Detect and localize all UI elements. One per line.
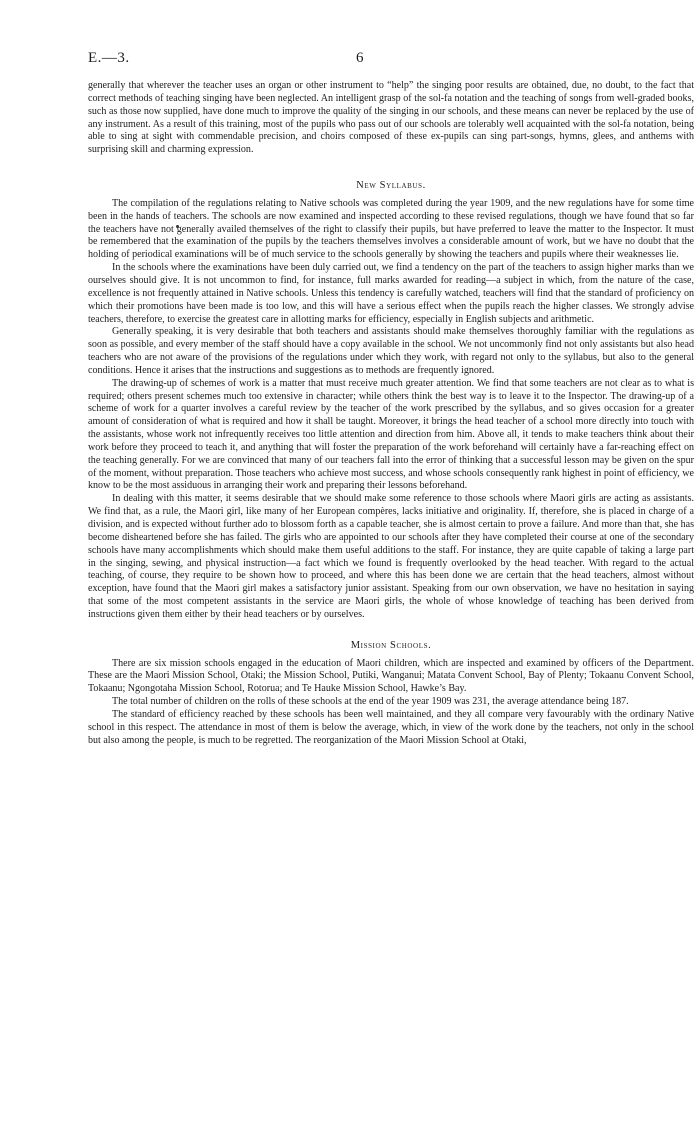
paragraph: There are six mission schools engaged in the education of Maori children, which are inspected and examined by officers of the Department. These are the Maori Mission School, Otaki; the Mission School, Putiki, Wanganui; Matata Convent School, Bay of Plenty; Tokaanu Convent School, Tokaanu; Ngongotaha Mission School, Rotorua; and Te Hauke Mission School, Hawke’s Bay.: [88, 657, 694, 695]
paragraph: The compilation of the regulations relating to Native schools was completed during the year 1909, and the new regulations have for some time been in the hands of teachers. The schools are now examined and inspected according to these revised regulations, though we have found that so far the teachers have not generally availed themselves of the right to classify their pupils, but have preferred to leave the matter to the Inspector. It must be remembered that the examination of the pupils by the teachers themselves involves a considerable amount of work, but we have no doubt that the holding of periodical examinations will be of much service to the schools generally by showing the teachers and pupils where their weaknesses lie.: [88, 197, 694, 261]
paragraph: The drawing-up of schemes of work is a matter that must receive much greater attention. We find that some teachers are not clear as to what is required; others present schemes much too extensive in character; while others think the best way is to leave it to the Inspector. The drawing-up of a scheme of work for a quarter involves a careful review by the teacher of the work prescribed by the syllabus, and so gives occasion for a greater amount of consideration of what is required and how it shall be taught. Moreover, it brings the head teacher of a school more directly into touch with the assistants, whose work not infrequently receives too little attention and direction from him. Above all, it tends to make teachers think about their work before they proceed to teach it, and anything that will foster the preparation of the work beforehand will certainly have a far-reaching effect on the teaching generally. For we are convinced that many of our teachers fall into the error of thinking that a successful lesson may be given on the spur of the moment, without preparation. Those teachers who achieve most success, and whose schools consequently rank highest in point of efficiency, we know to be the most assiduous in arranging their work and preparing their lessons beforehand.: [88, 377, 694, 492]
paragraph: In dealing with this matter, it seems desirable that we should make some reference to those schools where Maori girls are acting as assistants. We find that, as a rule, the Maori girl, like many of her European compères, lacks initiative and originality. If, therefore, she is placed in charge of a division, and is expected without further ado to blossom forth as a capable teacher, she is almost certain to prove a failure. And more than that, she has become disheartened before she has failed. The girls who are appointed to our schools after they have completed their course at one of the secondary schools have many accomplishments which should make them useful additions to the staff. For instance, they are quite capable of taking a large part in the singing, sewing, and physical instruction—a fact which we found is frequently overlooked by the head teacher. With regard to the actual teaching, of course, they require to be shown how to proceed, and where this has been done we are certain that the head teachers, almost without exception, have found that the Maori girl makes a satisfactory junior assistant. Speaking from our own observation, we have no hesitation in saying that some of the most competent assistants in the service are Maori girls, the whole of whose knowledge of teaching has been derived from instructions given them either by their head teachers or by ourselves.: [88, 493, 694, 620]
paragraph: In the schools where the examinations have been duly carried out, we find a tendency on the part of the teachers to assign higher marks than we ourselves should give. It is not uncommon to find, for instance, full marks awarded for reading—a subject in which, from the nature of the case, excellence is not frequently attained in Native schools. Unless this tendency is carefully watched, teachers will find that the standard of proficiency on which their promotions have been made is too low, and this will have a serious effect when the pupils reach the higher classes. We strongly advise teachers, therefore, to exercise the greatest care in allotting marks for efficiency, especially in English subjects and arithmetic.: [88, 262, 694, 325]
page-body: [88, 80, 694, 748]
report-series-label: E.—3.: [88, 50, 130, 66]
page-number: 6: [356, 50, 364, 66]
paragraph: Generally speaking, it is very desirable that both teachers and assistants should make themselves thoroughly familiar with the regulations as soon as possible, and every member of the staff should have a copy available in the school. We not uncommonly find not only assistants but also head teachers who are not aware of the provisions of the regulations under which they work, with regard not only to the syllabus, but also to the general conditions. Hence it arises that the instructions and suggestions as to methods are frequently ignored.: [88, 326, 694, 376]
intro-paragraph: generally that wherever the teacher uses an organ or other instrument to “help” the singing poor results are obtained, due, no doubt, to the fact that correct methods of teaching singing have been neglected. An intelligent grasp of the sol-fa notation and the teaching of songs from well-graded books, such as those now supplied, have done much to improve the quality of the singing in our schools, and these means can never be replaced by the use of any instrument. As a result of this training, most of the pupils who pass out of our schools are tolerably well acquainted with the sol-fa notation, being able to sing at sight with commendable precision, and choirs composed of these ex-pupils can sing part-songs, hymns, glees, and anthems with surprising skill and charming expression.: [88, 80, 694, 156]
paragraph: The standard of efficiency reached by these schools has been well maintained, and they all compare very favourably with the ordinary Native school in this respect. The attendance in most of them is below the average, which, in view of the work done by the teachers, not only in the school but also among the people, is much to be regretted. The reorganization of the Maori Mission School at Otaki,: [88, 708, 694, 746]
section-heading-new-syllabus: New Syllabus.: [356, 180, 426, 192]
section-heading-mission-schools: Mission Schools.: [350, 639, 432, 651]
paragraph: The total number of children on the rolls of these schools at the end of the year 1909 was 231, the average attendance being 187.: [112, 696, 629, 708]
